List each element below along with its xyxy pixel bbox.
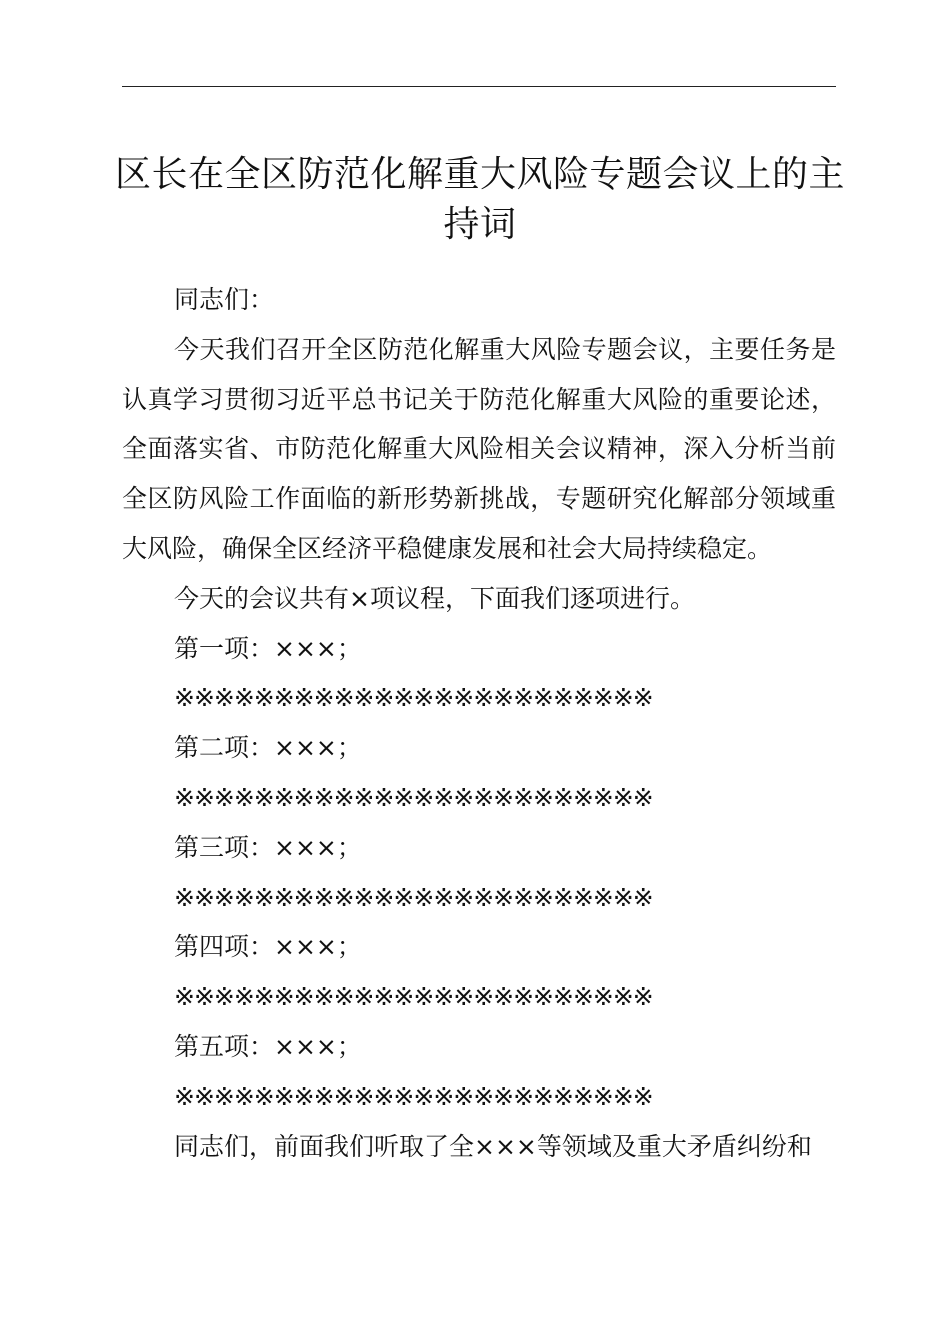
document-title [110,150,850,250]
document-body [122,275,836,1171]
closing-paragraph-fragment: 同志们，前面我们听取了全×××等领域及重大矛盾纠纷和 [174,1131,812,1161]
agenda-item-2-detail: ※※※※※※※※※※※※※※※※※※※※※※※※ [174,782,653,812]
agenda-intro: 今天的会议共有×项议程，下面我们逐项进行。 [174,583,695,613]
agenda-item-1-label: 第一项：×××； [174,633,362,663]
agenda-item-2-label: 第二项：×××； [174,733,362,763]
title-line-2: 持词 [443,204,517,245]
agenda-item-4-label: 第四项：×××； [174,932,362,962]
agenda-item-3-label: 第三项：×××； [174,832,362,862]
agenda-item-3-detail: ※※※※※※※※※※※※※※※※※※※※※※※※ [174,882,653,912]
agenda-item-4-detail: ※※※※※※※※※※※※※※※※※※※※※※※※ [174,982,653,1012]
salutation: 同志们： [174,285,275,314]
agenda-item-5-detail: ※※※※※※※※※※※※※※※※※※※※※※※※ [174,1081,653,1111]
intro-paragraph: 今天我们召开全区防范化解重大风险专题会议，主要任务是认真学习贯彻习近平总书记关于防范化解重大风险的重要论述，全面落实省、市防范化解重大风险相关会议精神，深入分析当前全区防风险工作面临的新形势新挑战，专题研究化解部分领域重大风险，确保全区经济平稳健康发展和社会大局持续稳定。 [122,334,836,563]
agenda-item-5-label: 第五项：×××； [174,1031,362,1061]
agenda-item-1-detail: ※※※※※※※※※※※※※※※※※※※※※※※※ [174,683,653,713]
title-line-1: 区长在全区防范化解重大风险专题会议上的主 [114,154,845,195]
header-rule [122,86,836,87]
